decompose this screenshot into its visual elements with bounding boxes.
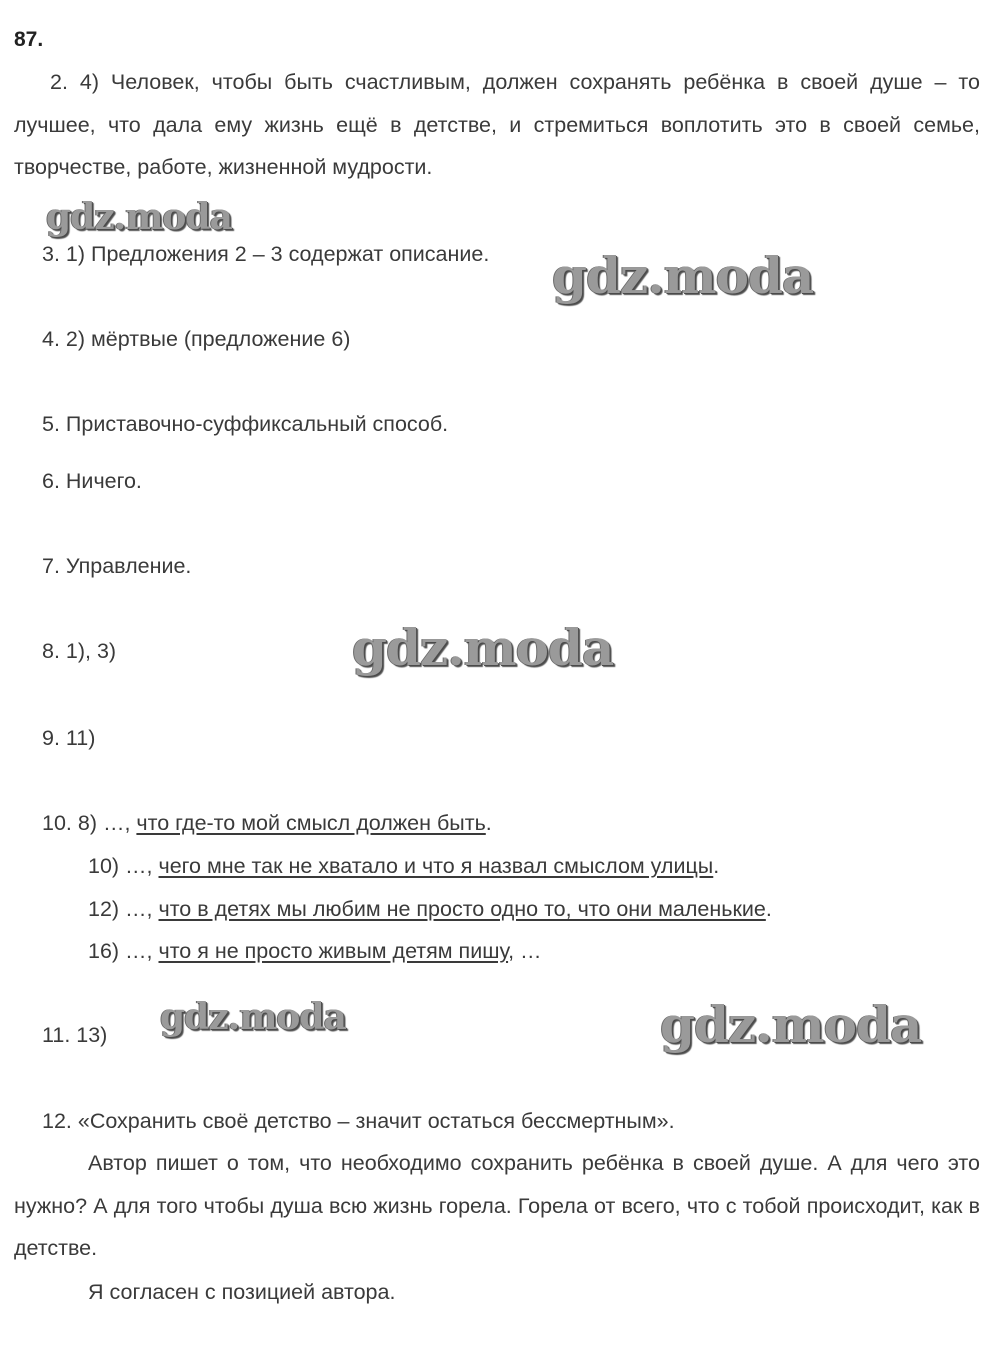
answer-10-line-2: 10) …, чего мне так не хватало и что я назвал смыслом улицы. bbox=[88, 854, 720, 878]
watermark: gdz.moda bbox=[552, 246, 814, 305]
answer-2-number: 2. 4) bbox=[50, 70, 99, 94]
exercise-number: 87. bbox=[14, 28, 44, 51]
answer-11: 11. 13) bbox=[42, 1023, 108, 1047]
watermark: gdz.moda bbox=[660, 995, 922, 1054]
watermark: gdz.moda bbox=[46, 196, 232, 238]
answer-12-paragraph: Автор пишет о том, что необходимо сохранить ребёнка в своей душе. А для чего это нужно? А для того чтобы душа всю жизнь горела. Горела от всего, что с тобой происходит, как в детстве. bbox=[14, 1151, 980, 1260]
underlined-clause: что я не просто живым детям пишу bbox=[158, 939, 509, 963]
answer-4: 4. 2) мёртвые (предложение 6) bbox=[42, 327, 351, 351]
underlined-clause: что в детях мы любим не просто одно то, что они маленькие bbox=[158, 897, 766, 921]
answer-5: 5. Приставочно-суффиксальный способ. bbox=[42, 412, 449, 436]
answer-9: 9. 11) bbox=[42, 726, 96, 750]
watermark: gdz.moda bbox=[160, 996, 346, 1038]
underlined-clause: что где-то мой смысл должен быть bbox=[136, 811, 486, 835]
answer-3: 3. 1) Предложения 2 – 3 содержат описание. bbox=[42, 242, 490, 266]
answer-10-line-1: 10. 8) …, что где-то мой смысл должен быть. bbox=[42, 811, 492, 835]
answer-12-quote: 12. «Сохранить своё детство – значит остаться бессмертным». bbox=[42, 1109, 675, 1133]
answer-10-line-3: 12) …, что в детях мы любим не просто одно то, что они маленькие. bbox=[88, 897, 772, 921]
watermark: gdz.moda bbox=[352, 618, 614, 677]
answer-6: 6. Ничего. bbox=[42, 469, 142, 493]
answer-2-text: Человек, чтобы быть счастливым, должен сохранять ребёнка в своей душе – то лучшее, что дала ему жизнь ещё в детстве, и стремиться воплотить это в своей семье, творчестве, работе, жизненной мудрости. bbox=[14, 70, 980, 179]
underlined-clause: чего мне так не хватало и что я назвал смыслом улицы bbox=[158, 854, 714, 878]
answer-12-conclusion: Я согласен с позицией автора. bbox=[88, 1280, 396, 1304]
answer-2 bbox=[14, 61, 980, 189]
answer-7: 7. Управление. bbox=[42, 554, 192, 578]
answer-8: 8. 1), 3) bbox=[42, 639, 117, 663]
answer-10-line-4: 16) …, что я не просто живым детям пишу, … bbox=[88, 939, 542, 963]
